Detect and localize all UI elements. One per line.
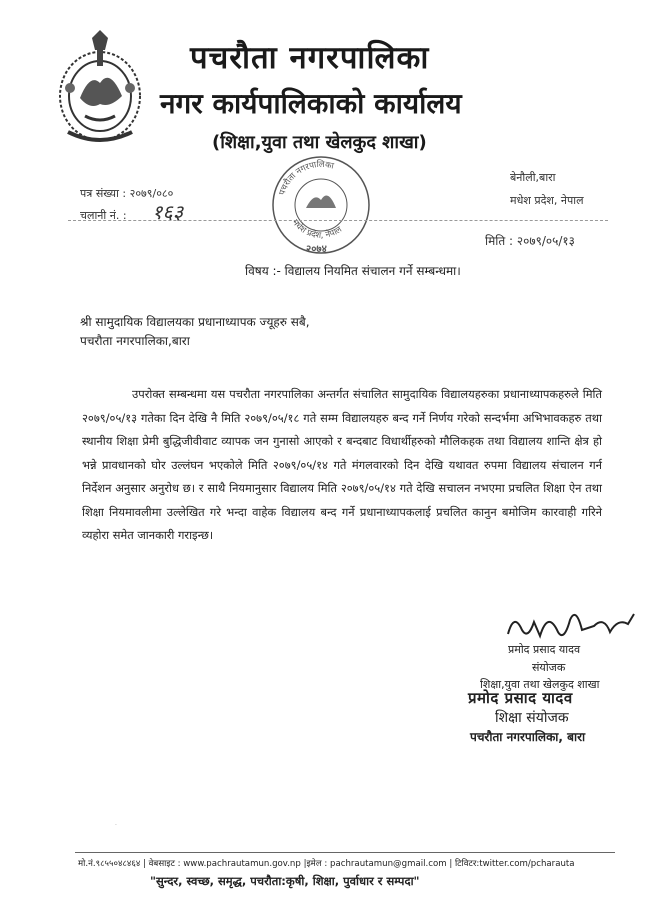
- letter-subject: विषय :- विद्यालय नियमित संचालन गर्ने सम्बन्धमा।: [245, 264, 461, 278]
- letter-date: मिति : २०७९/०५/१३: [485, 234, 575, 248]
- municipality-title: पचरौता नगरपालिका: [190, 40, 430, 76]
- addressee-line2: पचरौता नगरपालिका,बारा: [80, 334, 190, 348]
- location-line1: बेनौली,बारा: [510, 171, 556, 184]
- reference-number: पत्र संख्या : २०७९/०८०: [80, 187, 174, 200]
- seal-role: शिक्षा संयोजक: [495, 710, 569, 726]
- footer-motto: "सुन्दर, स्वच्छ, समृद्ध, पचरौता:कृषी, शिक्षा, पुर्वाधार र सम्पदा": [150, 874, 420, 888]
- stamp-bottom-text: मधेश प्रदेश, नेपाल: [289, 217, 344, 241]
- body-paragraph: उपरोक्त सम्बन्धमा यस पचरौता नगरपालिका अन्तर्गत संचालित सामुदायिक विद्यालयहरुका प्रधानाध्यापकहरुले मिति २०७९/०५/१३ गतेका दिन देखि नै मिति २०७९/०५/१८ गते सम्म विद्यालयहरु बन्द गर्ने निर्णय गरेको सन्दर्भमा अभिभावकहरु तथा स्थानीय शिक्षा प्रेमी बुद्धिजीवीवाट व्यापक जन गुनासो आएको र बन्दबाट विधार्थीहरुको मौलिकहक तथा विद्यालय शान्ति क्षेत्र हो भन्ने प्रावधानको घोर उल्लंघन भएकोले मिति २०७९/०५/१४ गते मंगलवारको दिन देखि यथावत रुपमा विद्यालय संचालन गर्न निर्देशन अनुसार अनुरोध छ। र साथै नियमानुसार विद्यालय मिति २०७९/०५/१४ गते देखि सचालन नभएमा प्रचलित शिक्षा ऐन तथा शिक्षा नियमावलीमा उल्लेखित गरे भन्दा वाहेक विद्यालय बन्द गर्ने प्रधानाध्यापकलाई प्रचलित कानुन बमोजिम कारवाही गरिने व्यहोरा समेत जानकारी गराइन्छ।: [82, 387, 602, 542]
- svg-text:मधेश प्रदेश, नेपाल: [290, 218, 344, 241]
- location-line2: मधेश प्रदेश, नेपाल: [510, 194, 584, 207]
- svg-text:पचरौता नगरपालिका: [277, 159, 335, 197]
- dispatch-label: चलानी नं. :: [80, 209, 127, 222]
- stamp-top-text: पचरौता नगरपालिका: [277, 159, 335, 197]
- signatory-name: प्रमोद प्रसाद यादव: [508, 643, 581, 656]
- header-divider: [68, 220, 608, 221]
- scan-mark: ·: [115, 822, 117, 829]
- signature: [500, 600, 640, 648]
- footer-divider: [75, 852, 615, 853]
- office-subtitle: नगर कार्यपालिकाको कार्यालय: [160, 87, 462, 120]
- signatory-role: संयोजक: [532, 661, 566, 674]
- footer-contact: मो.नं.९८५५०४८४६४ | वेबसाइट : www.pachrautamun.gov.np |इमेल : pachrautamun@gmail.com | टिविटर:twitter.com/pcharauta: [78, 859, 575, 869]
- letter-body: [82, 383, 602, 548]
- dispatch-number: १६३: [152, 200, 184, 224]
- signatory-branch: शिक्षा,युवा तथा खेलकुद शाखा: [480, 678, 600, 691]
- section-name: (शिक्षा,युवा तथा खेलकुद शाखा): [212, 132, 427, 153]
- office-stamp: [268, 152, 374, 258]
- addressee-line1: श्री सामुदायिक विद्यालयका प्रधानाध्यापक ज्यूहरु सबै,: [80, 315, 310, 329]
- seal-name: प्रमोद प्रसाद यादव: [468, 689, 573, 707]
- seal-organization: पचरौता नगरपालिका, बारा: [470, 730, 586, 744]
- stamp-year: २०७४: [306, 244, 327, 255]
- municipality-emblem-icon: [50, 28, 150, 150]
